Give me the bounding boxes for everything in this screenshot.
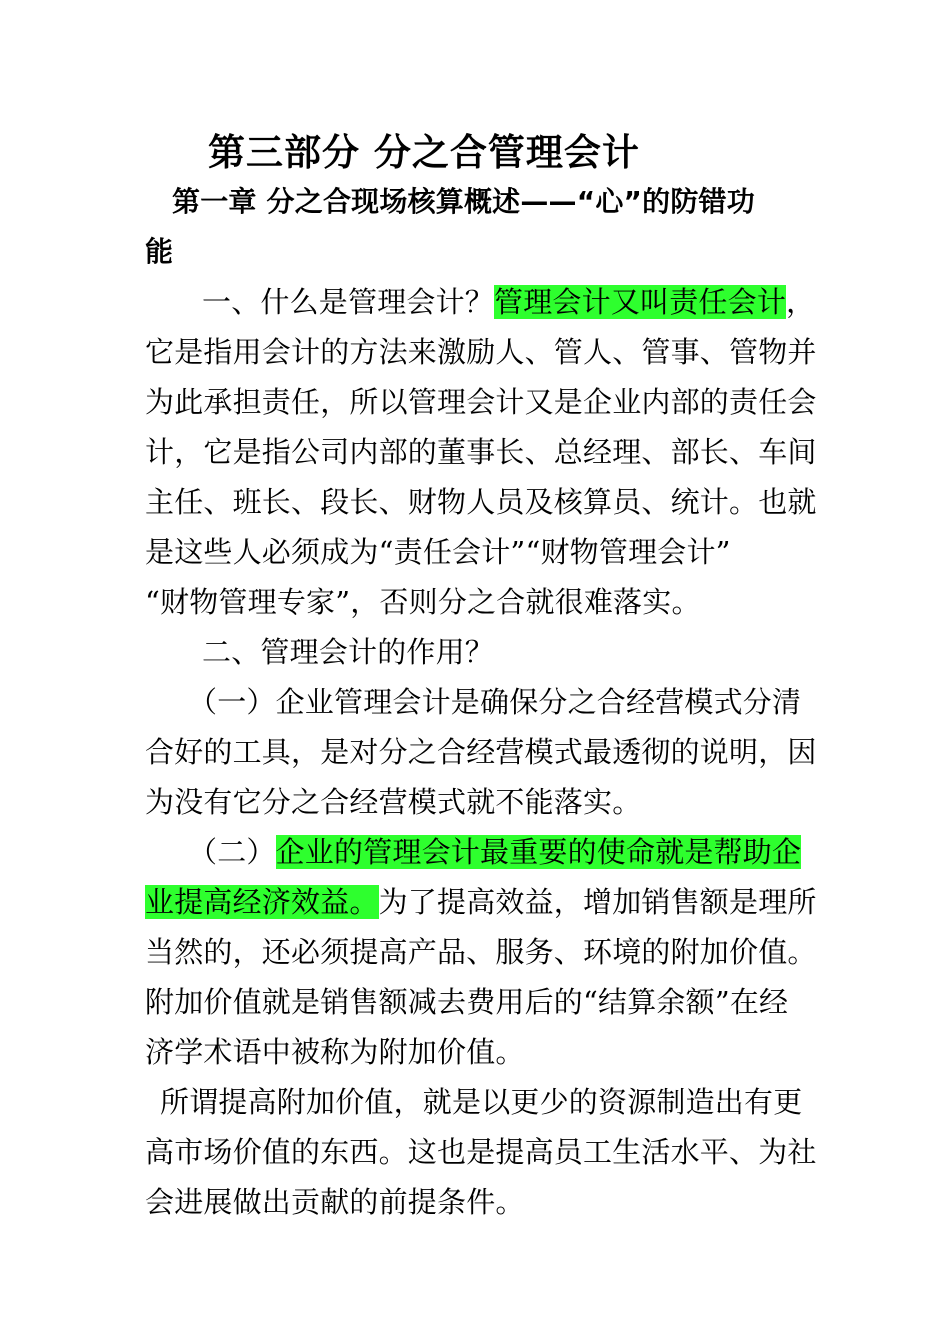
para2-highlight2: 业提高经济效益。 (145, 885, 379, 919)
part-title: 第三部分 分之合管理会计 (208, 131, 640, 174)
section1-line2: 它是指用会计的方法来激励人、管人、管事、管物并 (145, 335, 817, 369)
section1-comma: ， (786, 285, 816, 319)
para3-line1: 所谓提高附加价值，就是以更少的资源制造出有更 (160, 1085, 803, 1119)
para2-prefix: （二） (188, 835, 276, 869)
section1-first-line (202, 282, 872, 322)
para3-line2: 高市场价值的东西。这也是提高员工生活水平、为社 (145, 1135, 817, 1169)
section1-line4: 计，它是指公司内部的董事长、总经理、部长、车间 (145, 435, 817, 469)
para1-line2: 合好的工具，是对分之合经营模式最透彻的说明，因 (145, 735, 817, 769)
para2-line3: 当然的，还必须提高产品、服务、环境的附加价值。 (145, 935, 817, 969)
para2-rest: 为了提高效益，增加销售额是理所 (378, 885, 817, 919)
para2-line1 (188, 832, 858, 872)
para1-line3: 为没有它分之合经营模式就不能落实。 (145, 785, 642, 819)
para2-line2 (145, 882, 815, 922)
para1-line1: （一）企业管理会计是确保分之合经营模式分清 (188, 685, 802, 719)
para2-highlight1: 企业的管理会计最重要的使命就是帮助企 (275, 835, 802, 869)
chapter-title-line1: 第一章 分之合现场核算概述——“心”的防错功 (172, 185, 755, 218)
para2-line4: 附加价值就是销售额减去费用后的“结算余额”在经 (145, 985, 789, 1019)
section1-line6: 是这些人必须成为“责任会计”“财物管理会计” (145, 535, 731, 569)
section1-line5: 主任、班长、段长、财物人员及核算员、统计。也就 (145, 485, 817, 519)
chapter-title-line2: 能 (145, 235, 174, 268)
section1-line3: 为此承担责任，所以管理会计又是企业内部的责任会 (145, 385, 817, 419)
section1-line7: “财物管理专家”，否则分之合就很难落实。 (145, 585, 701, 619)
para2-line5: 济学术语中被称为附加价值。 (145, 1035, 525, 1069)
section1-question: 一、什么是管理会计？ (202, 285, 495, 319)
section2-heading: 二、管理会计的作用？ (202, 635, 495, 669)
section1-highlight: 管理会计又叫责任会计 (494, 285, 787, 319)
para3-line3: 会进展做出贡献的前提条件。 (145, 1185, 525, 1219)
